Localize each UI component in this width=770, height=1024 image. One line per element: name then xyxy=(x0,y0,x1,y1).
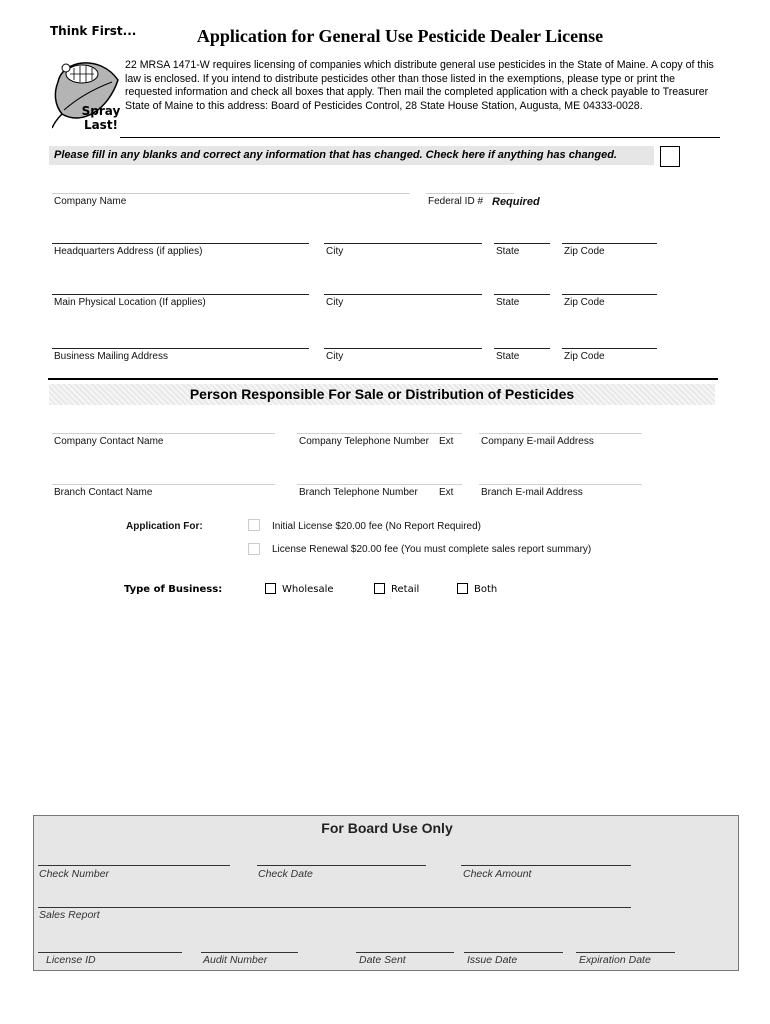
main-physical-zip-label: Zip Code xyxy=(564,297,605,308)
person-section-title: Person Responsible For Sale or Distribution of Pesticides xyxy=(49,384,715,405)
headquarters-zip-line[interactable] xyxy=(562,243,657,244)
headquarters-city-line[interactable] xyxy=(324,243,482,244)
logo-think-first: Think First... xyxy=(50,24,137,38)
audit-number-line[interactable] xyxy=(201,952,298,953)
page-title: Application for General Use Pesticide Dealer License xyxy=(196,26,604,46)
main-physical-zip-line[interactable] xyxy=(562,294,657,295)
main-physical-city-label: City xyxy=(326,297,344,308)
application-for-label: Application For: xyxy=(126,521,203,532)
date-sent-label: Date Sent xyxy=(359,954,406,966)
mailing-city-label: City xyxy=(326,351,344,362)
check-date-line[interactable] xyxy=(257,865,426,866)
branch-phone-line[interactable] xyxy=(297,484,462,485)
check-number-label: Check Number xyxy=(39,868,110,880)
main-physical-city-line[interactable] xyxy=(324,294,482,295)
sales-report-label: Sales Report xyxy=(39,909,100,921)
branch-email-line[interactable] xyxy=(479,484,642,485)
headquarters-state-line[interactable] xyxy=(494,243,550,244)
company-phone-line[interactable] xyxy=(297,433,462,434)
mailing-zip-line[interactable] xyxy=(562,348,657,349)
main-physical-state-line[interactable] xyxy=(494,294,550,295)
fill-instructions: Please fill in any blanks and correct any information that has changed. Check here if anything has changed. xyxy=(49,146,654,165)
initial-license-label: Initial License $20.00 fee (No Report Required) xyxy=(272,521,482,532)
both-label: Both xyxy=(474,584,498,595)
check-amount-line[interactable] xyxy=(461,865,631,866)
main-physical-state-label: State xyxy=(496,297,520,308)
company-contact-label: Company Contact Name xyxy=(54,436,164,447)
mailing-state-label: State xyxy=(496,351,520,362)
federal-id-line[interactable] xyxy=(426,193,514,194)
license-id-line[interactable] xyxy=(38,952,182,953)
check-number-line[interactable] xyxy=(38,865,230,866)
header-divider xyxy=(120,137,720,138)
audit-number-label: Audit Number xyxy=(203,954,268,966)
branch-email-label: Branch E-mail Address xyxy=(481,487,583,498)
mailing-address-line[interactable] xyxy=(52,348,309,349)
wholesale-checkbox[interactable] xyxy=(265,583,276,594)
retail-checkbox[interactable] xyxy=(374,583,385,594)
expiration-date-label: Expiration Date xyxy=(579,954,651,966)
company-name-label: Company Name xyxy=(54,196,127,207)
sales-report-line[interactable] xyxy=(38,907,631,908)
section-divider xyxy=(48,378,718,380)
federal-id-label: Federal ID # xyxy=(428,196,484,207)
issue-date-label: Issue Date xyxy=(467,954,518,966)
headquarters-zip-label: Zip Code xyxy=(564,246,605,257)
intro-paragraph: 22 MRSA 1471-W requires licensing of companies which distribute general use pesticides in the State of Maine. A copy of this law is enclosed. If you intend to distribute pesticides other than those listed in the exemptions, please type or print the requested information and check all boxes that apply. Then mail the completed application with a check payable to Treasurer State of Maine to this address: Board of Pesticides Control, 28 State House Station, Augusta, ME 04333-0028. xyxy=(125,59,714,112)
headquarters-address-line[interactable] xyxy=(52,243,309,244)
changed-checkbox[interactable] xyxy=(660,146,680,167)
initial-license-checkbox[interactable] xyxy=(248,519,260,531)
renewal-license-checkbox[interactable] xyxy=(248,543,260,555)
branch-ext-label: Ext xyxy=(439,487,454,498)
renewal-license-label: License Renewal $20.00 fee (You must complete sales report summary) xyxy=(272,544,592,555)
company-email-label: Company E-mail Address xyxy=(481,436,594,447)
main-physical-line[interactable] xyxy=(52,294,309,295)
expiration-date-line[interactable] xyxy=(576,952,675,953)
required-note: Required xyxy=(492,196,540,208)
board-title: For Board Use Only xyxy=(321,820,453,836)
headquarters-address-label: Headquarters Address (if applies) xyxy=(54,246,203,257)
business-type-label: Type of Business: xyxy=(124,584,223,595)
company-email-line[interactable] xyxy=(479,433,642,434)
board-use-box xyxy=(33,815,739,971)
mailing-state-line[interactable] xyxy=(494,348,550,349)
license-id-label: License ID xyxy=(46,954,96,966)
company-name-line[interactable] xyxy=(52,193,410,194)
branch-phone-label: Branch Telephone Number xyxy=(299,487,418,498)
company-contact-line[interactable] xyxy=(52,433,275,434)
branch-contact-line[interactable] xyxy=(52,484,275,485)
mailing-zip-label: Zip Code xyxy=(564,351,605,362)
mailing-address-label: Business Mailing Address xyxy=(54,351,168,362)
check-amount-label: Check Amount xyxy=(463,868,532,880)
main-physical-label: Main Physical Location (If applies) xyxy=(54,297,206,308)
wholesale-label: Wholesale xyxy=(282,584,334,595)
company-phone-label: Company Telephone Number xyxy=(299,436,429,447)
mailing-city-line[interactable] xyxy=(324,348,482,349)
retail-label: Retail xyxy=(391,584,420,595)
check-date-label: Check Date xyxy=(258,868,313,880)
both-checkbox[interactable] xyxy=(457,583,468,594)
headquarters-city-label: City xyxy=(326,246,344,257)
company-ext-label: Ext xyxy=(439,436,454,447)
date-sent-line[interactable] xyxy=(356,952,454,953)
issue-date-line[interactable] xyxy=(464,952,563,953)
logo-spray-last: Spray Last! xyxy=(81,104,121,132)
branch-contact-label: Branch Contact Name xyxy=(54,487,153,498)
headquarters-state-label: State xyxy=(496,246,520,257)
